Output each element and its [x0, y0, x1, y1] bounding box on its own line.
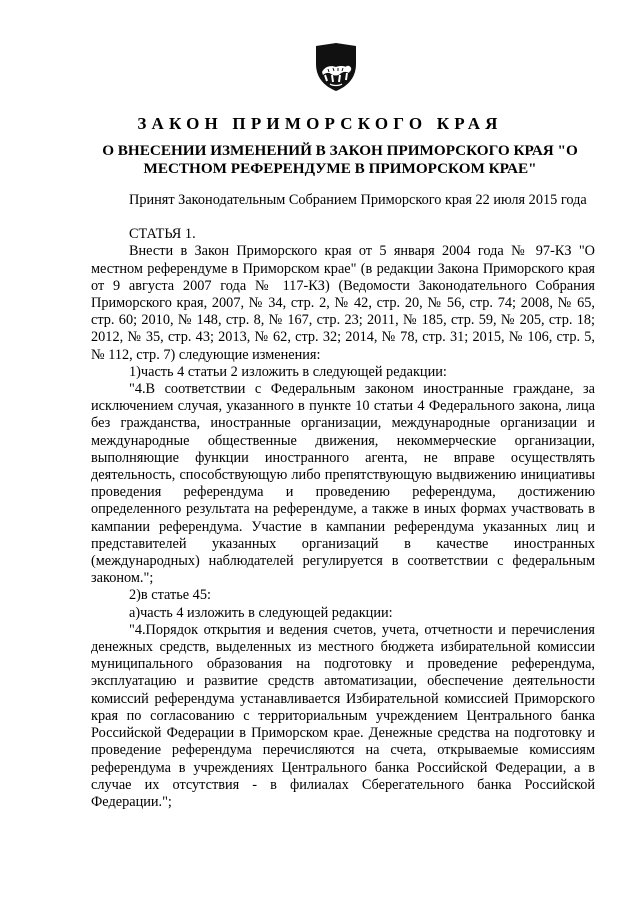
amendment-item-2a-text: "4.Порядок открытия и ведения счетов, учета, отчетности и перечисления денежных средств, выделенных из местного бюджета избирательной комиссии муниципального образования на подготовку и проведение референдума, эксплуатацию и развитие средств автоматизации, обеспечение деятельности комиссий референдума устанавливается Избирательной комиссией Приморского края по согласованию с территориальным учреждением Центрального банка Российской Федерации в Приморском крае. Денежные средства на подготовку и проведение референдума перечисляются на счета, открываемые комиссиям референдума в учреждениях Центрального банка Российской Федерации, а в случае их отсутствия - в филиалах Сберегательного банка Российской Федерации."; — [91, 621, 595, 810]
amendment-item-1: 1)часть 4 статьи 2 изложить в следующей редакции: — [129, 363, 447, 380]
law-title: ЗАКОН ПРИМОРСКОГО КРАЯ — [137, 114, 503, 133]
adoption-note: Принят Законодательным Собранием Приморского края 22 июля 2015 года — [129, 192, 587, 208]
article-heading: СТАТЬЯ 1. — [129, 226, 196, 243]
law-subtitle: О ВНЕСЕНИИ ИЗМЕНЕНИЙ В ЗАКОН ПРИМОРСКОГО КРАЯ "О МЕСТНОМ РЕФЕРЕНДУМЕ В ПРИМОРСКОМ КРАЕ" — [102, 142, 578, 177]
article-intro: Внести в Закон Приморского края от 5 января 2004 года № 97-КЗ "О местном референдуме в Приморском крае" (в редакции Закона Приморского края от 9 августа 2007 года № 117-КЗ) (Ведомости Законодательного Собрания Приморского края, 2007, № 34, стр. 2, № 42, стр. 20, № 56, стр. 74; 2008, № 65, стр. 60; 2010, № 148, стр. 8, № 167, стр. 23; 2011, № 185, стр. 59, № 205, стр. 18; 2012, № 35, стр. 43; 2013, № 62, стр. 32; 2014, № 78, стр. 31; 2015, № 106, стр. 5, № 112, стр. 7) следующие изменения: — [91, 243, 595, 363]
document-body — [91, 192, 595, 811]
amendment-item-2a: а)часть 4 изложить в следующей редакции: — [129, 604, 393, 621]
coat-of-arms-icon — [313, 42, 359, 92]
amendment-item-2: 2)в статье 45: — [129, 587, 211, 604]
amendment-item-1-text: "4.В соответствии с Федеральным законом иностранные граждане, за исключением случая, указанного в пункте 10 статьи 4 Федерального закона, лица без гражданства, иностранные организации, международные организации и международные общественные движения, некоммерческие организации, выполняющие функции иностранного агента, не вправе осуществлять деятельность, способствующую либо препятствующую выдвижению инициативы проведения референдума и проведению референдума, достижению определенного результата на референдуме, а также в иных формах участвовать в кампании референдума. Участие в кампании референдума указанных лиц и представителей указанных организаций в качестве иностранных (международных) наблюдателей регулируется в соответствии с федеральным законом."; — [91, 381, 595, 587]
